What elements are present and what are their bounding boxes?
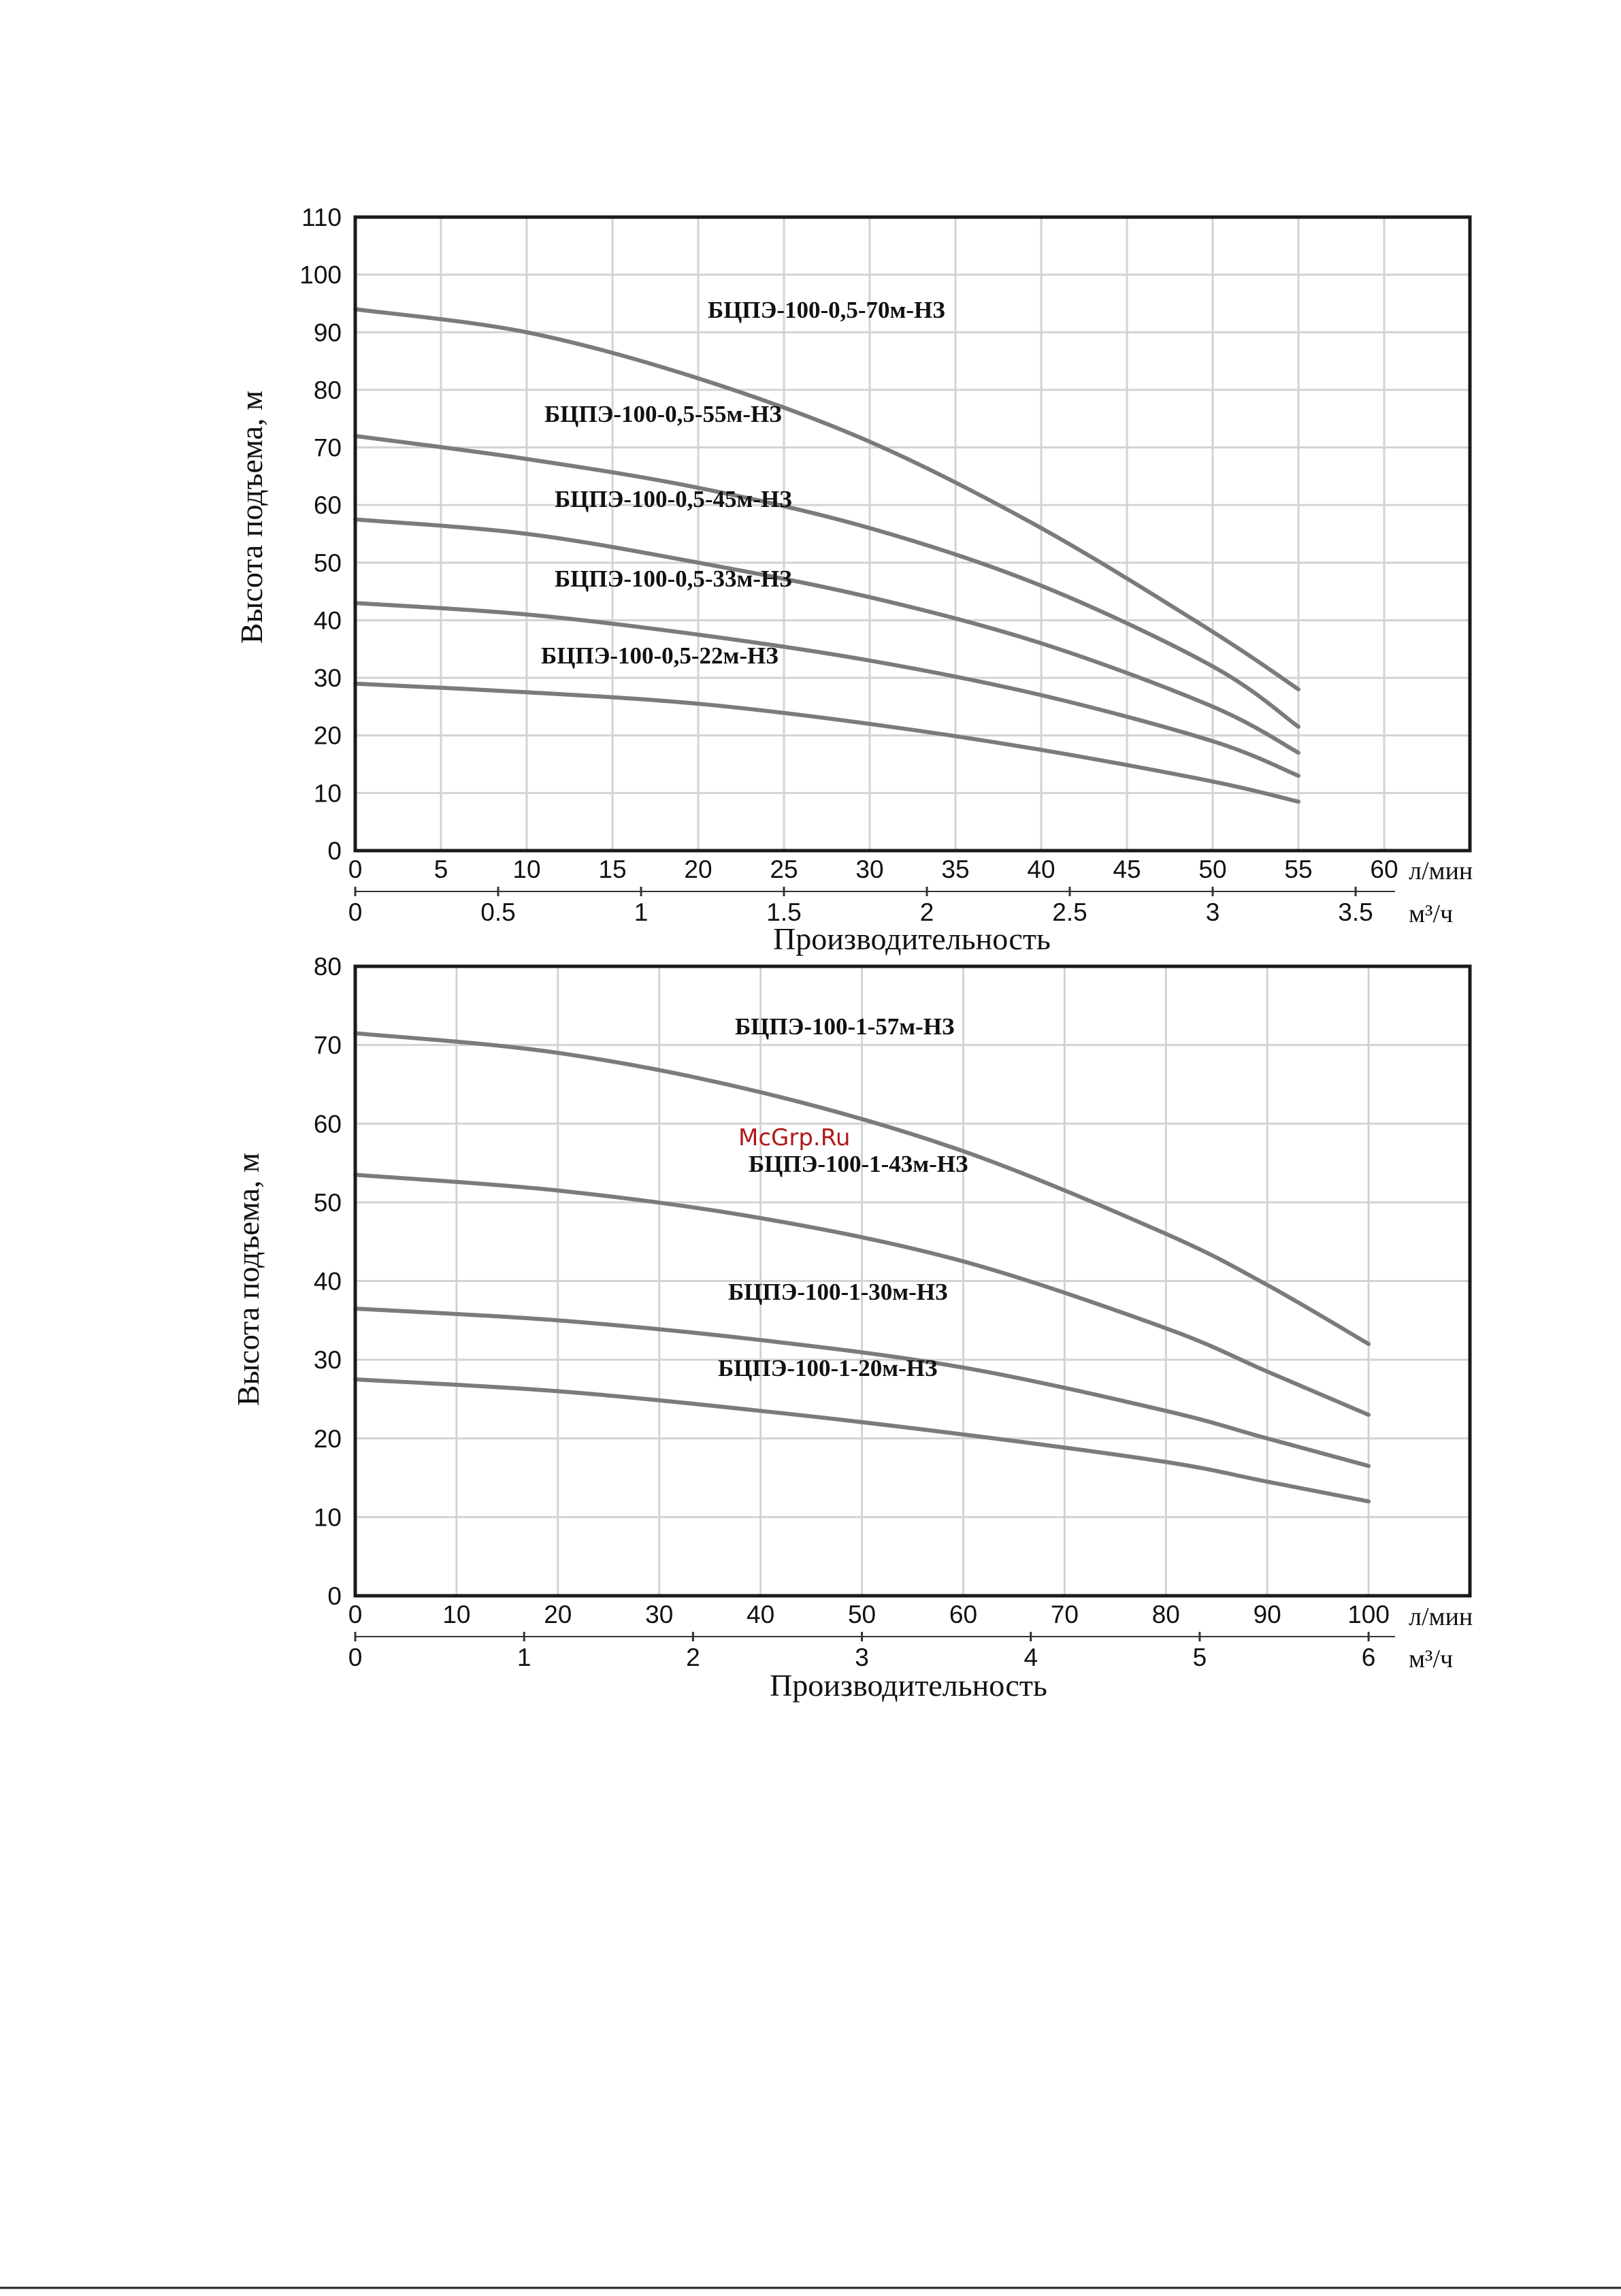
x-tick-label-lpm: 100 [1347,1601,1390,1628]
x-tick-label-m3h: 1.5 [766,898,802,926]
x-tick-label-m3h: 4 [1024,1643,1038,1671]
curve-label: БЦПЭ-100-0,5-45м-НЗ [555,486,792,512]
chart-2-y-axis-title: Высота подъема, м [231,1152,265,1407]
chart-1-curves [355,309,1298,802]
x-tick-label-lpm: 90 [1253,1601,1281,1628]
chart-2-x-ticks-lpm [348,1601,1390,1628]
y-tick-label: 60 [313,491,342,520]
chart-1-curve-labels [541,297,945,669]
curve-label: БЦПЭ-100-0,5-33м-НЗ [555,565,792,592]
y-tick-label: 20 [313,1424,342,1453]
curve-label: БЦПЭ-100-1-57м-НЗ [735,1013,955,1040]
y-tick-label: 10 [313,779,342,808]
x-tick-label-lpm: 30 [855,855,884,883]
chart-1-x-axis-title: Производительность [773,921,1051,956]
x-tick-label-m3h: 0 [348,1643,363,1671]
chart-2-y-ticks [314,953,342,1610]
curve-label: БЦПЭ-100-1-20м-НЗ [718,1355,938,1381]
x-tick-label-lpm: 40 [747,1601,775,1628]
x-tick-label-lpm: 0 [348,855,363,883]
y-tick-label: 30 [313,1346,342,1375]
y-tick-label: 50 [313,548,342,577]
y-tick-label: 20 [313,721,342,750]
chart-2-unit-lpm: л/мин [1409,1603,1473,1631]
y-tick-label: 0 [327,1582,342,1610]
performance-curve-5 [355,684,1298,802]
y-tick-label: 0 [327,837,342,865]
chart-1-unit-lpm: л/мин [1409,857,1473,885]
x-tick-label-m3h: 2 [919,898,934,926]
x-tick-label-lpm: 0 [348,1601,363,1628]
y-tick-label: 100 [299,261,342,289]
x-tick-label-lpm: 50 [1198,855,1227,883]
x-tick-label-m3h: 0 [348,898,363,926]
curve-label: БЦПЭ-100-1-30м-НЗ [728,1279,948,1305]
y-tick-label: 10 [313,1503,342,1532]
x-tick-label-lpm: 45 [1113,855,1141,883]
y-tick-label: 70 [313,433,342,462]
x-tick-label-lpm: 20 [544,1601,572,1628]
chart-1-y-ticks [299,203,342,865]
y-tick-label: 80 [313,376,342,404]
x-tick-label-lpm: 5 [433,855,448,883]
curve-label: БЦПЭ-100-0,5-70м-НЗ [708,297,945,323]
watermark: McGrp.Ru [738,1124,851,1151]
chart-1-y-axis-title: Высота подъема, м [234,390,269,644]
x-tick-label-lpm: 55 [1284,855,1313,883]
y-tick-label: 60 [313,1110,342,1138]
y-tick-label: 70 [313,1031,342,1060]
chart-2 [231,953,1473,1703]
curve-label: БЦПЭ-100-1-43м-НЗ [749,1151,968,1177]
x-tick-label-m3h: 1 [517,1643,531,1671]
x-tick-label-lpm: 70 [1050,1601,1079,1628]
y-tick-label: 30 [313,664,342,693]
performance-curve-1 [355,309,1298,689]
x-tick-label-m3h: 3 [1205,898,1220,926]
x-tick-label-m3h: 2 [686,1643,700,1671]
x-tick-label-lpm: 10 [442,1601,471,1628]
x-tick-label-lpm: 50 [847,1601,877,1628]
y-tick-label: 40 [313,1267,342,1296]
chart-1-unit-m3h: м³/ч [1409,900,1454,928]
x-tick-label-lpm: 10 [512,855,541,883]
x-tick-label-m3h: 6 [1361,1643,1376,1671]
chart-2-x-ticks-m3h [348,1632,1395,1671]
curve-label: БЦПЭ-100-0,5-55м-НЗ [544,401,782,427]
x-tick-label-lpm: 20 [684,855,713,883]
x-tick-label-m3h: 1 [634,898,649,926]
y-tick-label: 110 [301,203,342,231]
chart-2-x-axis-title: Производительность [770,1668,1047,1703]
x-tick-label-m3h: 3.5 [1338,898,1373,926]
x-tick-label-m3h: 3 [855,1643,869,1671]
chart-2-unit-m3h: м³/ч [1409,1645,1454,1673]
x-tick-label-lpm: 40 [1027,855,1055,883]
y-tick-label: 50 [313,1188,342,1217]
chart-1-x-ticks-m3h [348,887,1395,926]
x-tick-label-m3h: 2.5 [1052,898,1087,926]
y-tick-label: 80 [313,953,342,981]
chart-1 [234,203,1473,956]
x-tick-label-lpm: 30 [645,1601,674,1628]
chart-2-curve-labels [718,1013,968,1381]
x-tick-label-lpm: 80 [1151,1601,1180,1628]
x-tick-label-lpm: 35 [941,855,970,883]
y-tick-label: 40 [313,606,342,635]
x-tick-label-lpm: 60 [1370,855,1398,883]
x-tick-label-m3h: 5 [1192,1643,1207,1671]
y-tick-label: 90 [313,318,342,347]
x-tick-label-m3h: 0.5 [480,898,516,926]
chart-1-x-ticks-lpm [348,855,1398,883]
x-tick-label-lpm: 15 [598,855,627,883]
x-tick-label-lpm: 25 [770,855,798,883]
curve-label: БЦПЭ-100-0,5-22м-НЗ [541,642,779,669]
x-tick-label-lpm: 60 [949,1601,978,1628]
